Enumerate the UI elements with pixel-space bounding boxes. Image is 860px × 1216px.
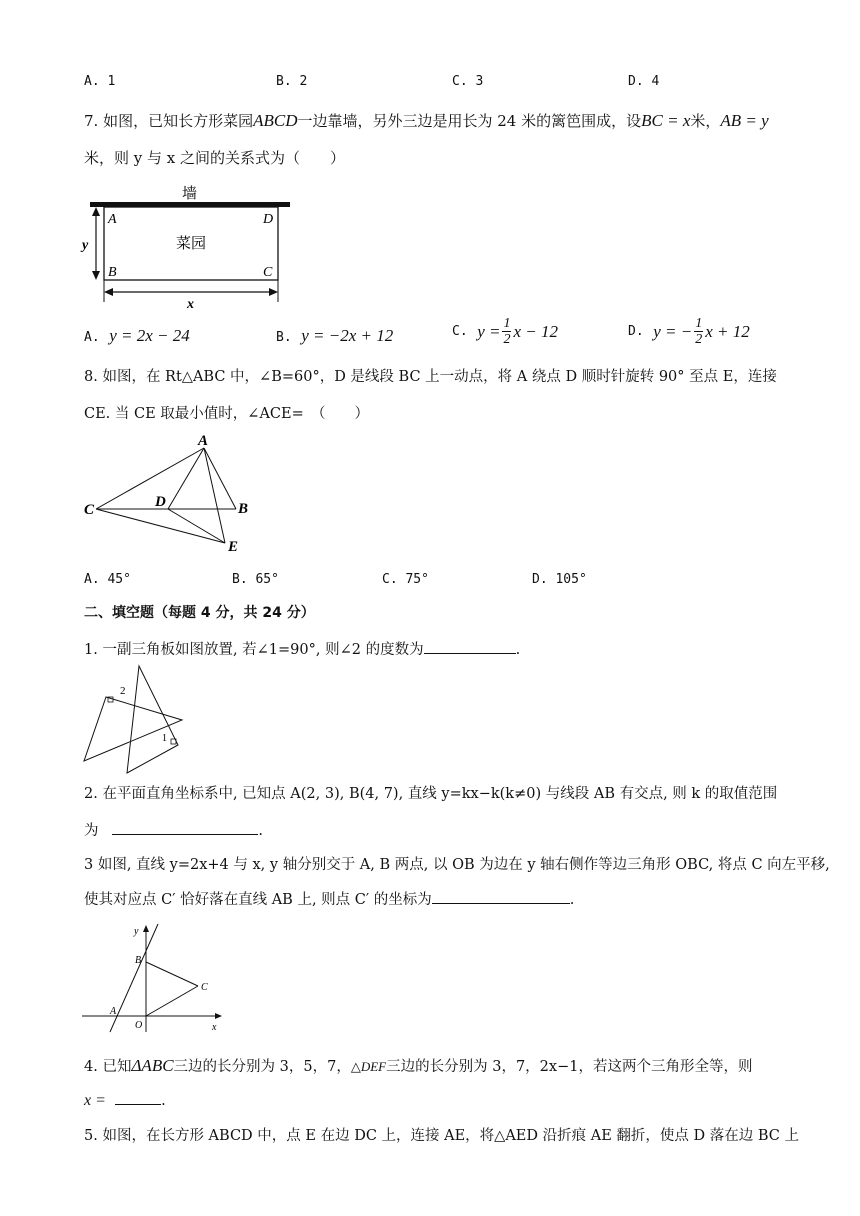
q7-line2: 米，则 y 与 x 之间的关系式为（ ）: [84, 149, 346, 167]
q8-option-b: B. 65°: [232, 572, 279, 587]
f1-question: 1. 一副三角板如图放置, 若∠1=90°, 则∠2 的度数为 .: [84, 639, 520, 660]
q7-label-a: A: [108, 212, 117, 227]
f2-line1: 2. 在平面直角坐标系中, 已知点 A(2, 3), B(4, 7), 直线 y=kx−k(k≠0) 与线段 AB 有交点, 则 k 的取值范围: [84, 786, 778, 802]
q6-option-b: B. 2: [276, 74, 308, 89]
q8-option-d: D. 105°: [532, 572, 587, 587]
f5-line1: 5. 如图，在长方形 ABCD 中，点 E 在边 DC 上，连接 AE，将△AED 沿折痕 AE 翻折，使点 D 落在边 BC 上: [84, 1128, 799, 1144]
q8-option-c: C. 75°: [382, 572, 429, 587]
f1-angle-1-label: 1: [162, 733, 167, 744]
q7-label-d: D: [263, 212, 274, 227]
q8-label-a: A: [198, 433, 209, 449]
f3-coordinate-figure: [80, 920, 230, 1035]
f3-axis-y-label: y: [134, 926, 139, 937]
q7-garden-label: 菜园: [176, 236, 207, 252]
f3-line2: 使其对应点 C′ 恰好落在直线 AB 上, 则点 C′ 的坐标为 .: [84, 889, 574, 910]
f1-set-square-figure: [80, 658, 195, 778]
f3-axis-x-label: x: [212, 1022, 217, 1033]
q7-label-b: B: [108, 265, 117, 280]
q7-label-y: y: [82, 238, 89, 253]
q7-option-c: C. y = $\frac{1}{2}$ x − 12: [452, 316, 559, 347]
q6-option-d: D. 4: [628, 74, 660, 89]
q8-triangle-figure: [80, 428, 270, 558]
q8-label-b: B: [238, 501, 249, 517]
q7-option-b: B. y = −2x + 12: [276, 326, 394, 345]
f3-label-c: C: [201, 982, 208, 993]
section-title: 二、填空题（每题 4 分，共 24 分）: [84, 605, 315, 621]
q8-label-d: D: [155, 494, 166, 510]
q8-label-e: E: [228, 539, 239, 555]
q7-option-a: A. y = 2x − 24: [84, 326, 190, 345]
q6-option-a: A. 1: [84, 74, 116, 89]
f3-label-a: A: [110, 1006, 117, 1017]
f3-answer-blank: [432, 889, 570, 904]
f3-label-b: B: [135, 955, 142, 966]
f1-answer-blank: [424, 639, 516, 654]
q8-line2: CE. 当 CE 取最小值时，∠ACE= （ ）: [84, 406, 369, 422]
f4-line2: x = .: [84, 1092, 166, 1109]
q7-garden-figure: [70, 178, 310, 313]
f3-label-o: O: [135, 1020, 143, 1031]
f4-line1: 4. 已知ΔABC三边的长分别为 3，5，7，△DEF三边的长分别为 3，7，2x−1，若这两个三角形全等，则: [84, 1056, 753, 1075]
q7-line1: 7. 如图，已知长方形菜园ABCD一边靠墙，另外三边是用长为 24 米的篱笆围成，设BC = x米，AB = y: [84, 111, 769, 130]
q7-wall-label: 墙: [182, 186, 198, 202]
f1-angle-2-label: 2: [120, 685, 126, 697]
q7-label-c: C: [263, 265, 273, 280]
q6-option-c: C. 3: [452, 74, 484, 89]
q8-label-c: C: [84, 502, 95, 518]
q7-option-d: D. y = − $\frac{1}{2}$ x + 12: [628, 316, 750, 347]
f4-answer-blank: [115, 1090, 161, 1105]
q8-line1: 8. 如图，在 Rt△ABC 中，∠B=60°，D 是线段 BC 上一动点，将 A 绕点 D 顺时针旋转 90° 至点 E，连接: [84, 369, 777, 385]
f2-answer-blank: [112, 820, 258, 835]
q7-label-x: x: [187, 297, 194, 312]
f3-line1: 3 如图, 直线 y=2x+4 与 x, y 轴分别交于 A, B 两点, 以 OB 为边在 y 轴右侧作等边三角形 OBC, 将点 C 向左平移,: [84, 857, 830, 873]
q8-option-a: A. 45°: [84, 572, 131, 587]
f2-line2: 为 .: [84, 820, 263, 841]
